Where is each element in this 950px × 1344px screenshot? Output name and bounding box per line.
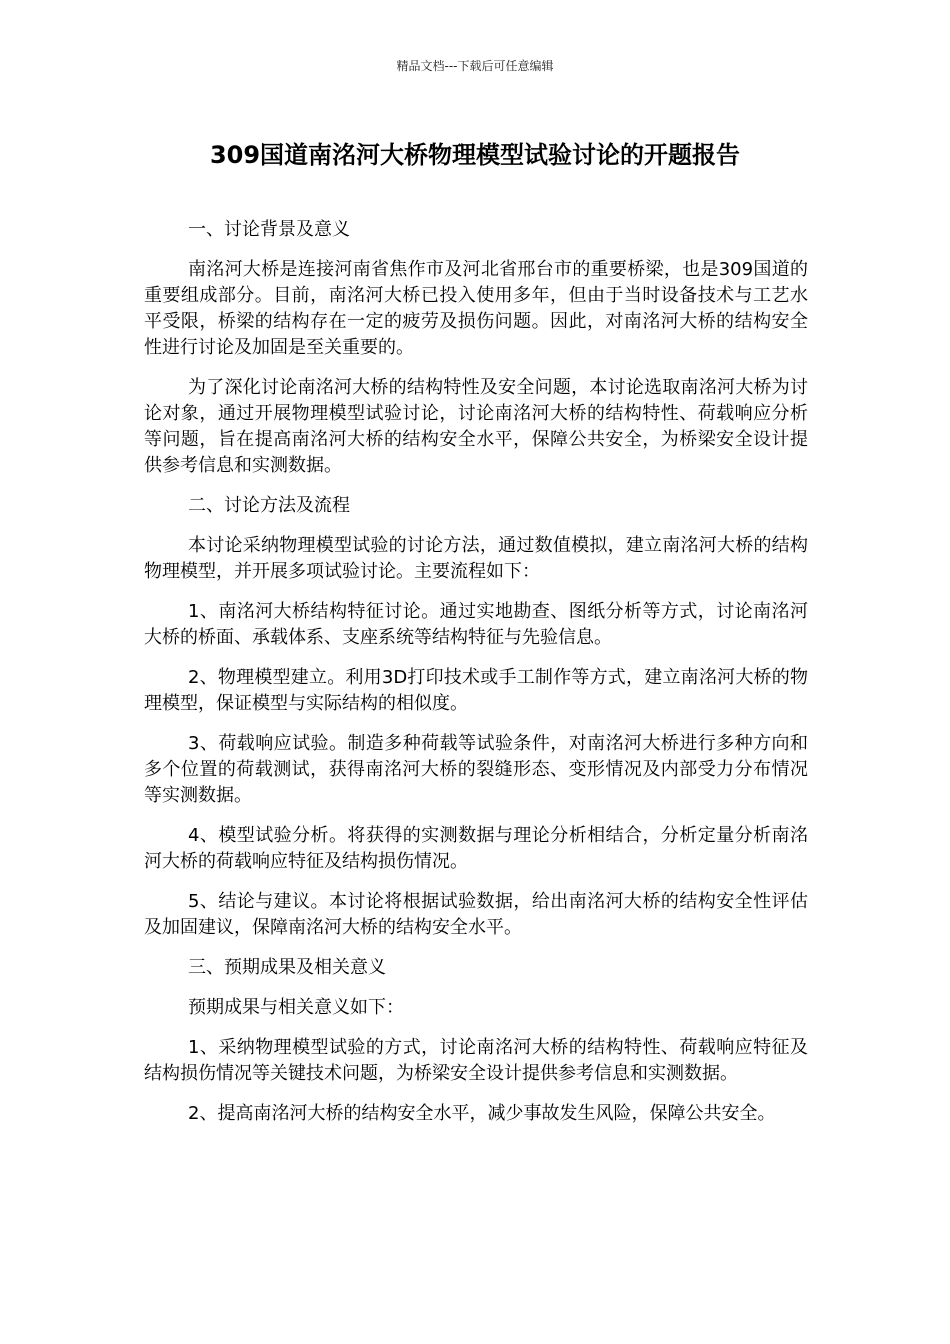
list-item-method-2: 2、物理模型建立。利用3D打印技术或手工制作等方式，建立南洺河大桥的物理模型，保证模型与实际结构的相似度。 <box>144 667 808 714</box>
list-item-method-4: 4、模型试验分析。将获得的实测数据与理论分析相结合，分析定量分析南洺河大桥的荷载响应特征及结构损伤情况。 <box>144 825 808 872</box>
list-item-outcome-1: 1、采纳物理模型试验的方式，讨论南洺河大桥的结构特性、荷载响应特征及结构损伤情况等关键技术问题，为桥梁安全设计提供参考信息和实测数据。 <box>144 1037 808 1084</box>
document-body <box>144 217 808 1141</box>
paragraph-method-intro: 本讨论采纳物理模型试验的讨论方法，通过数值模拟，建立南洺河大桥的结构物理模型，并开展多项试验讨论。主要流程如下： <box>144 535 808 582</box>
paragraph-outcomes-intro: 预期成果与相关意义如下： <box>188 997 404 1018</box>
list-item-method-3: 3、荷载响应试验。制造多种荷载等试验条件，对南洺河大桥进行多种方向和多个位置的荷载测试，获得南洺河大桥的裂缝形态、变形情况及内部受力分布情况等实测数据。 <box>144 733 808 806</box>
paragraph-background-2: 为了深化讨论南洺河大桥的结构特性及安全问题，本讨论选取南洺河大桥为讨论对象，通过开展物理模型试验讨论，讨论南洺河大桥的结构特性、荷载响应分析等问题，旨在提高南洺河大桥的结构安全水平，保障公共安全，为桥梁安全设计提供参考信息和实测数据。 <box>144 377 808 476</box>
header-note: 精品文档---下载后可任意编辑 <box>396 59 554 73</box>
list-item-method-5: 5、结论与建议。本讨论将根据试验数据，给出南洺河大桥的结构安全性评估及加固建议，保障南洺河大桥的结构安全水平。 <box>144 891 808 938</box>
list-item-outcome-2: 2、提高南洺河大桥的结构安全水平，减少事故发生风险，保障公共安全。 <box>188 1103 776 1124</box>
section-heading-outcomes: 三、预期成果及相关意义 <box>188 957 386 978</box>
paragraph-background-1: 南洺河大桥是连接河南省焦作市及河北省邢台市的重要桥梁，也是309国道的重要组成部分。目前，南洺河大桥已投入使用多年，但由于当时设备技术与工艺水平受限，桥梁的结构存在一定的疲劳及损伤问题。因此，对南洺河大桥的结构安全性进行讨论及加固是至关重要的。 <box>144 259 808 358</box>
document-title: 309国道南洺河大桥物理模型试验讨论的开题报告 <box>209 141 741 169</box>
list-item-method-1: 1、南洺河大桥结构特征讨论。通过实地勘查、图纸分析等方式，讨论南洺河大桥的桥面、承载体系、支座系统等结构特征与先验信息。 <box>144 601 808 648</box>
section-heading-background: 一、讨论背景及意义 <box>188 219 350 240</box>
section-heading-method: 二、讨论方法及流程 <box>188 495 350 516</box>
